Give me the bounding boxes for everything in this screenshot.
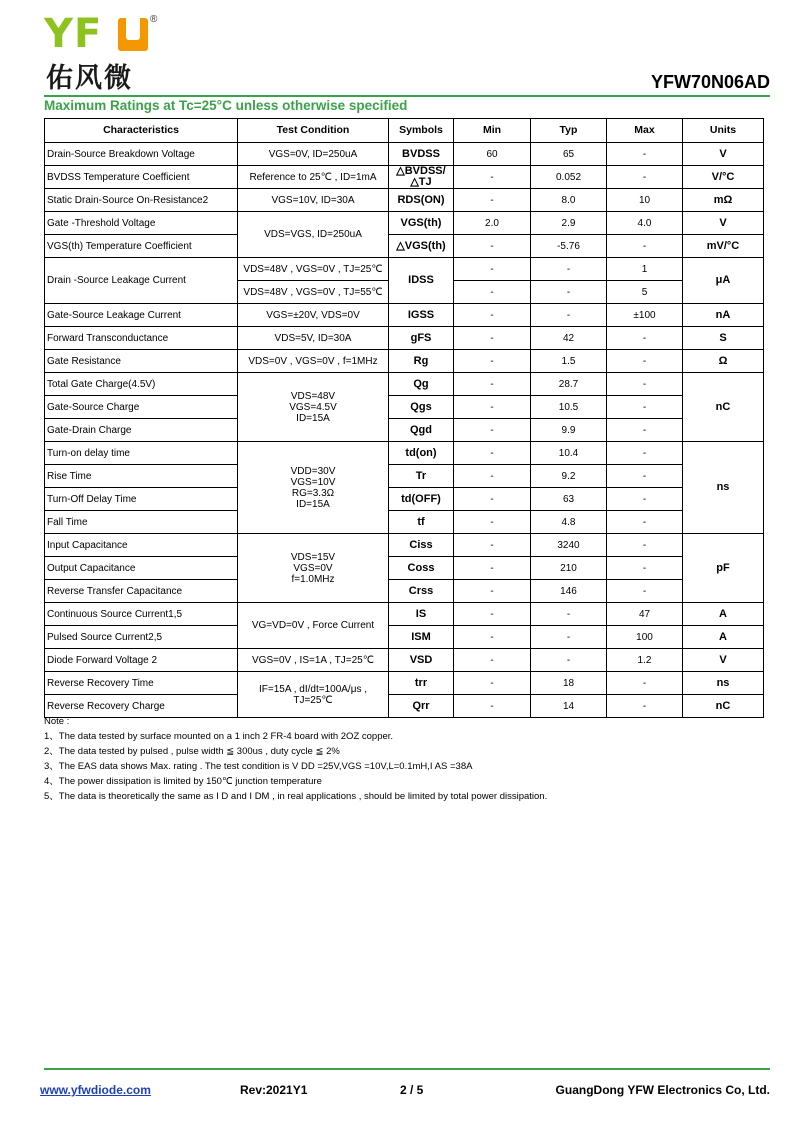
cell-characteristic: Turn-on delay time <box>45 442 238 465</box>
cell-characteristic: Static Drain-Source On-Resistance2 <box>45 189 238 212</box>
cell-min: - <box>454 281 531 304</box>
cell-max: - <box>607 143 683 166</box>
cell-max: - <box>607 350 683 373</box>
table-row <box>45 304 764 327</box>
col-header-typ: Typ <box>531 119 607 143</box>
cell-unit: mV/°C <box>683 235 764 258</box>
cell-typ: 65 <box>531 143 607 166</box>
table-row <box>45 327 764 350</box>
cell-symbol: BVDSS <box>389 143 454 166</box>
cell-min: - <box>454 327 531 350</box>
cell-condition-group <box>238 672 389 718</box>
cell-condition: VG=VD=0V , Force Current <box>238 603 389 649</box>
col-header-min: Min <box>454 119 531 143</box>
cell-characteristic: Drain-Source Breakdown Voltage <box>45 143 238 166</box>
company-logo <box>44 11 164 94</box>
cell-condition-group <box>238 534 389 603</box>
cell-unit: A <box>683 603 764 626</box>
cell-condition-group <box>238 373 389 442</box>
condition-line: ID=15A <box>296 412 330 424</box>
cell-symbol: Coss <box>389 557 454 580</box>
table-row <box>45 373 764 396</box>
condition-line: VDS=48V <box>290 390 336 402</box>
cell-characteristic: Gate Resistance <box>45 350 238 373</box>
condition-line: VDD=30V <box>290 465 336 477</box>
cell-typ: 146 <box>531 580 607 603</box>
cell-symbol: VSD <box>389 649 454 672</box>
col-header-characteristics: Characteristics <box>45 119 238 143</box>
cell-max: 4.0 <box>607 212 683 235</box>
cell-symbol: Ciss <box>389 534 454 557</box>
cell-symbol: gFS <box>389 327 454 350</box>
note-item: 3、The EAS data shows Max. rating . The test condition is V DD =25V,VGS =10V,L=0.1mH,I AS =38A <box>44 761 473 772</box>
cell-unit: V <box>683 212 764 235</box>
ratings-table <box>44 118 764 718</box>
section-title: Maximum Ratings at Tc=25°C unless otherwise specified <box>44 98 408 113</box>
table-row <box>45 626 764 649</box>
table-row <box>45 143 764 166</box>
cell-characteristic: Gate-Source Charge <box>45 396 238 419</box>
cell-min: - <box>454 534 531 557</box>
cell-typ: 9.2 <box>531 465 607 488</box>
page-number: 2 / 5 <box>400 1083 424 1097</box>
cell-max: 5 <box>607 281 683 304</box>
col-header-test-condition: Test Condition <box>238 119 389 143</box>
cell-characteristic: Output Capacitance <box>45 557 238 580</box>
cell-max: - <box>607 672 683 695</box>
cell-min: - <box>454 580 531 603</box>
cell-symbol: IGSS <box>389 304 454 327</box>
condition-line: VGS=0V <box>293 562 333 574</box>
cell-min: - <box>454 304 531 327</box>
company-name: GuangDong YFW Electronics Co, Ltd. <box>555 1083 770 1097</box>
cell-typ: 28.7 <box>531 373 607 396</box>
cell-typ: - <box>531 258 607 281</box>
cell-unit: pF <box>683 534 764 603</box>
cell-unit: A <box>683 626 764 649</box>
cell-characteristic: Fall Time <box>45 511 238 534</box>
cell-unit: V/°C <box>683 166 764 189</box>
table-row <box>45 465 764 488</box>
logo-mark: YF <box>44 11 103 57</box>
col-header-units: Units <box>683 119 764 143</box>
table-row <box>45 649 764 672</box>
cell-symbol: Tr <box>389 465 454 488</box>
cell-typ: - <box>531 603 607 626</box>
cell-symbol: Qg <box>389 373 454 396</box>
table-row <box>45 557 764 580</box>
table-row <box>45 419 764 442</box>
cell-condition: VGS=0V , IS=1A , TJ=25℃ <box>238 649 389 672</box>
cell-condition: VDS=48V , VGS=0V , TJ=55℃ <box>238 281 389 304</box>
notes-section <box>44 714 547 804</box>
cell-typ: 4.8 <box>531 511 607 534</box>
cell-max: - <box>607 695 683 718</box>
cell-symbol: ISM <box>389 626 454 649</box>
table-row <box>45 189 764 212</box>
note-item: 5、The data is theoretically the same as I D and I DM , in real applications , should be limited by total power dissipation. <box>44 791 548 802</box>
note-item: 4、The power dissipation is limited by 150℃ junction temperature <box>44 776 322 787</box>
cell-symbol: IS <box>389 603 454 626</box>
cell-condition: Reference to 25℃ , ID=1mA <box>238 166 389 189</box>
table-row <box>45 442 764 465</box>
cell-symbol: Crss <box>389 580 454 603</box>
cell-typ: 10.5 <box>531 396 607 419</box>
table-row <box>45 235 764 258</box>
cell-unit: V <box>683 143 764 166</box>
cell-typ: 42 <box>531 327 607 350</box>
cell-condition: VDS=48V , VGS=0V , TJ=25℃ <box>238 258 389 281</box>
cell-min: 60 <box>454 143 531 166</box>
condition-line: VDS=15V <box>290 551 336 563</box>
cell-characteristic: Gate -Threshold Voltage <box>45 212 238 235</box>
registered-mark: ® <box>150 14 158 25</box>
cell-typ: - <box>531 626 607 649</box>
condition-line: VGS=10V <box>290 476 336 488</box>
cell-condition: VGS=10V, ID=30A <box>238 189 389 212</box>
condition-line: VGS=4.5V <box>289 401 337 413</box>
table-row <box>45 511 764 534</box>
cell-typ: -5.76 <box>531 235 607 258</box>
cell-characteristic: Total Gate Charge(4.5V) <box>45 373 238 396</box>
table-row <box>45 603 764 626</box>
condition-line: RG=3.3Ω <box>291 487 335 499</box>
cell-min: - <box>454 557 531 580</box>
website-link[interactable]: www.yfwdiode.com <box>40 1083 151 1097</box>
cell-characteristic: Turn-Off Delay Time <box>45 488 238 511</box>
cell-max: - <box>607 580 683 603</box>
cell-characteristic: Gate-Source Leakage Current <box>45 304 238 327</box>
cell-symbol: trr <box>389 672 454 695</box>
cell-unit: V <box>683 649 764 672</box>
cell-condition: VDS=0V , VGS=0V , f=1MHz <box>238 350 389 373</box>
cell-unit: ns <box>683 672 764 695</box>
cell-min: - <box>454 350 531 373</box>
cell-typ: 1.5 <box>531 350 607 373</box>
cell-min: - <box>454 189 531 212</box>
cell-typ: - <box>531 281 607 304</box>
condition-line: f=1.0MHz <box>291 573 335 585</box>
footer-divider <box>44 1068 770 1070</box>
cell-typ: - <box>531 304 607 327</box>
logo-u-shape <box>118 18 148 51</box>
cell-max: - <box>607 373 683 396</box>
cell-typ: 10.4 <box>531 442 607 465</box>
table-row <box>45 166 764 189</box>
table-row <box>45 534 764 557</box>
cell-unit: Ω <box>683 350 764 373</box>
cell-typ: 8.0 <box>531 189 607 212</box>
cell-max: - <box>607 557 683 580</box>
table-row <box>45 672 764 695</box>
cell-max: - <box>607 442 683 465</box>
cell-max: 100 <box>607 626 683 649</box>
cell-typ: 0.052 <box>531 166 607 189</box>
cell-typ: - <box>531 649 607 672</box>
cell-unit: S <box>683 327 764 350</box>
cell-max: 1.2 <box>607 649 683 672</box>
cell-symbol: td(OFF) <box>389 488 454 511</box>
cell-min: - <box>454 488 531 511</box>
cell-typ: 2.9 <box>531 212 607 235</box>
cell-min: - <box>454 373 531 396</box>
table-row <box>45 212 764 235</box>
cell-characteristic: Continuous Source Current1,5 <box>45 603 238 626</box>
cell-characteristic: Forward Transconductance <box>45 327 238 350</box>
logo-chinese-name: 佑风微 <box>46 63 133 94</box>
cell-max: - <box>607 327 683 350</box>
condition-line: ID=15A <box>296 498 330 510</box>
cell-condition: VGS=0V, ID=250uA <box>238 143 389 166</box>
cell-min: - <box>454 511 531 534</box>
cell-unit: nA <box>683 304 764 327</box>
cell-min: 2.0 <box>454 212 531 235</box>
cell-typ: 9.9 <box>531 419 607 442</box>
cell-max: - <box>607 166 683 189</box>
cell-unit: nC <box>683 373 764 442</box>
cell-min: - <box>454 672 531 695</box>
cell-characteristic: Reverse Recovery Time <box>45 672 238 695</box>
note-item: 1、The data tested by surface mounted on a 1 inch 2 FR-4 board with 2OZ copper. <box>44 731 394 742</box>
cell-typ: 3240 <box>531 534 607 557</box>
cell-min: - <box>454 442 531 465</box>
cell-condition: VDS=VGS, ID=250uA <box>238 212 389 258</box>
cell-min: - <box>454 419 531 442</box>
table-row <box>45 396 764 419</box>
revision-label: Rev:2021Y1 <box>240 1083 308 1097</box>
cell-characteristic: Reverse Transfer Capacitance <box>45 580 238 603</box>
cell-characteristic: Pulsed Source Current2,5 <box>45 626 238 649</box>
cell-typ: 210 <box>531 557 607 580</box>
cell-symbol: △VGS(th) <box>389 235 454 258</box>
cell-min: - <box>454 166 531 189</box>
cell-characteristic: Drain -Source Leakage Current <box>45 258 238 304</box>
cell-max: ±100 <box>607 304 683 327</box>
table-row <box>45 258 764 281</box>
cell-typ: 63 <box>531 488 607 511</box>
cell-characteristic: Input Capacitance <box>45 534 238 557</box>
cell-symbol: RDS(ON) <box>389 189 454 212</box>
cell-symbol: Qgs <box>389 396 454 419</box>
header-divider <box>44 95 770 97</box>
cell-typ: 18 <box>531 672 607 695</box>
col-header-symbols: Symbols <box>389 119 454 143</box>
cell-symbol: Rg <box>389 350 454 373</box>
cell-symbol: td(on) <box>389 442 454 465</box>
part-number: YFW70N06AD <box>650 72 770 92</box>
cell-characteristic: BVDSS Temperature Coefficient <box>45 166 238 189</box>
cell-unit: ns <box>683 442 764 534</box>
table-row <box>45 580 764 603</box>
cell-symbol: Qrr <box>389 695 454 718</box>
cell-max: - <box>607 488 683 511</box>
table-row <box>45 350 764 373</box>
cell-symbol: VGS(th) <box>389 212 454 235</box>
cell-unit: nC <box>683 695 764 718</box>
condition-line: IF=15A , dI/dt=100A/μs , <box>258 683 368 695</box>
cell-symbol: IDSS <box>389 258 454 304</box>
cell-unit: mΩ <box>683 189 764 212</box>
note-item: 2、The data tested by pulsed , pulse width ≦ 300us , duty cycle ≦ 2% <box>44 746 340 757</box>
cell-max: - <box>607 396 683 419</box>
condition-line: TJ=25℃ <box>293 694 333 706</box>
cell-unit: μA <box>683 258 764 304</box>
cell-min: - <box>454 649 531 672</box>
cell-max: - <box>607 465 683 488</box>
cell-condition: VGS=±20V, VDS=0V <box>238 304 389 327</box>
cell-max: 10 <box>607 189 683 212</box>
cell-characteristic: Rise Time <box>45 465 238 488</box>
table-header-row <box>45 119 764 143</box>
cell-max: 47 <box>607 603 683 626</box>
cell-characteristic: Diode Forward Voltage 2 <box>45 649 238 672</box>
cell-max: 1 <box>607 258 683 281</box>
cell-min: - <box>454 695 531 718</box>
cell-max: - <box>607 511 683 534</box>
cell-min: - <box>454 626 531 649</box>
cell-condition-group <box>238 442 389 534</box>
cell-condition: VDS=5V, ID=30A <box>238 327 389 350</box>
cell-max: - <box>607 235 683 258</box>
cell-characteristic: Reverse Recovery Charge <box>45 695 238 718</box>
cell-symbol: tf <box>389 511 454 534</box>
cell-min: - <box>454 603 531 626</box>
cell-symbol: △BVDSS/△TJ <box>389 166 454 189</box>
cell-min: - <box>454 396 531 419</box>
cell-max: - <box>607 534 683 557</box>
cell-characteristic: VGS(th) Temperature Coefficient <box>45 235 238 258</box>
cell-min: - <box>454 465 531 488</box>
cell-characteristic: Gate-Drain Charge <box>45 419 238 442</box>
cell-typ: 14 <box>531 695 607 718</box>
col-header-max: Max <box>607 119 683 143</box>
cell-symbol: Qgd <box>389 419 454 442</box>
notes-title: Note : <box>44 716 70 727</box>
table-row <box>45 488 764 511</box>
cell-min: - <box>454 235 531 258</box>
cell-max: - <box>607 419 683 442</box>
cell-min: - <box>454 258 531 281</box>
